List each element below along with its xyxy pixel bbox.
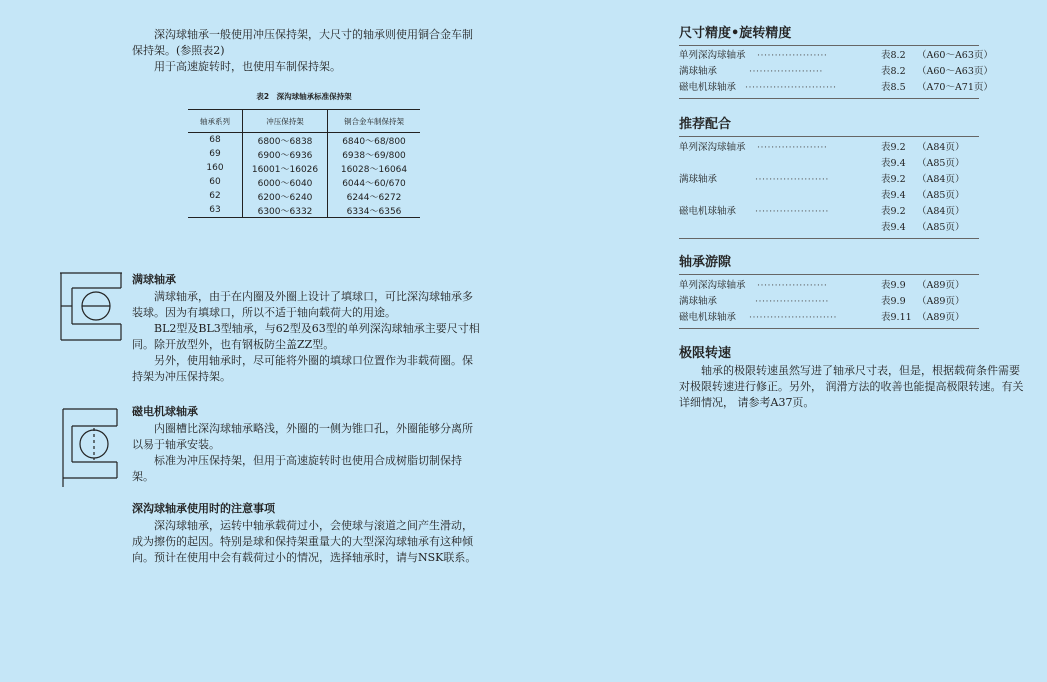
bearing-type: 磁电机球轴承 bbox=[679, 206, 737, 217]
divider bbox=[679, 98, 979, 99]
speed-paragraph: 轴承的极限转速虽然写进了轴承尺寸表，但是，根据载荷条件需要对极限转速进行修正。另外， 润滑方法的收善也能提高极限转速。有关详细情况， 请参考A37页。 bbox=[679, 364, 1024, 409]
bearing-type: 满球轴承 bbox=[679, 174, 718, 185]
table-row bbox=[188, 203, 420, 218]
divider bbox=[679, 238, 979, 239]
table-header-row bbox=[188, 110, 420, 133]
leader-dots: ···················· bbox=[757, 142, 828, 153]
table-ref: 表8.2 bbox=[881, 50, 906, 61]
section-heading: 磁电机球轴承 bbox=[132, 405, 198, 418]
body-paragraph: 内圈槽比深沟球轴承略浅，外圈的一侧为锥口孔，外圈能够分离所以易于轴承安装。 bbox=[132, 422, 473, 451]
leader-dots: ························· bbox=[749, 312, 837, 323]
table-ref: 表9.4 bbox=[881, 158, 906, 169]
body-paragraph: 标准为冲压保持架，但用于高速旋转时也使用合成树脂切制保持架。 bbox=[132, 454, 462, 483]
intro-block bbox=[132, 27, 482, 75]
table-cell: 6800～6838 bbox=[243, 133, 328, 148]
page-ref: （A84页） bbox=[917, 174, 965, 185]
clearance-heading: 轴承游隙 bbox=[679, 255, 732, 270]
bearing-type: 磁电机球轴承 bbox=[679, 82, 737, 93]
page-ref: （A84页） bbox=[917, 206, 965, 217]
leader-dots: ···················· bbox=[757, 50, 828, 61]
leader-dots: ····················· bbox=[755, 206, 829, 217]
body-paragraph: 另外，使用轴承时，尽可能将外圈的填球口位置作为非载荷圈。保持架为冲压保持架。 bbox=[132, 354, 473, 383]
table-ref: 表9.2 bbox=[881, 174, 906, 185]
divider bbox=[679, 136, 979, 137]
page-ref: （A85页） bbox=[917, 190, 965, 201]
table-caption: 表2 深沟球轴承标准保持架 bbox=[256, 92, 352, 101]
table-ref: 表9.2 bbox=[881, 142, 906, 153]
intro-paragraph: 用于高速旋转时，也使用车制保持架。 bbox=[154, 60, 341, 73]
table-ref: 表8.5 bbox=[881, 82, 906, 93]
table-cell: 60 bbox=[209, 177, 221, 187]
table-cell: 16001～16026 bbox=[243, 161, 328, 175]
table-cell: 6044～60/670 bbox=[328, 175, 421, 189]
bearing-type: 单列深沟球轴承 bbox=[679, 50, 746, 61]
table-ref: 表9.4 bbox=[881, 190, 906, 201]
table-cell: 6334～6356 bbox=[328, 203, 421, 218]
accuracy-heading: 尺寸精度•旋转精度 bbox=[679, 26, 792, 41]
table-row bbox=[188, 161, 420, 175]
page-ref: （A89页） bbox=[917, 312, 965, 323]
page-ref: （A60～A63页） bbox=[917, 50, 993, 61]
table-cell: 69 bbox=[209, 149, 221, 159]
bearing-type: 磁电机球轴承 bbox=[679, 312, 737, 323]
bearing-type: 单列深沟球轴承 bbox=[679, 142, 746, 153]
table-ref: 表9.11 bbox=[881, 312, 912, 323]
full-complement-bearing-icon bbox=[60, 272, 122, 342]
leader-dots: ····················· bbox=[755, 174, 829, 185]
table-ref: 表9.9 bbox=[881, 280, 906, 291]
table-row bbox=[188, 147, 420, 161]
table-cell: 6938～69/800 bbox=[328, 147, 421, 161]
table-cell: 6900～6936 bbox=[243, 147, 328, 161]
leader-dots: ·························· bbox=[745, 82, 837, 93]
fit-heading: 推荐配合 bbox=[679, 117, 732, 132]
divider bbox=[679, 274, 979, 275]
col-header: 轴承系列 bbox=[188, 110, 243, 133]
body-paragraph: 深沟球轴承，运转中轴承载荷过小，会使球与滚道之间产生滑动，成为擦伤的起因。特别是球和保持架重量大的大型深沟球轴承有这种倾向。预计在使用中会有载荷过小的情况，选择轴承时，请与NSK联系。 bbox=[132, 519, 477, 564]
body-paragraph: BL2型及BL3型轴承，与62型及63型的单列深沟球轴承主要尺寸相同。除开放型外，也有钢板防尘盖ZZ型。 bbox=[132, 322, 480, 351]
speed-heading: 极限转速 bbox=[679, 346, 732, 361]
cage-table bbox=[188, 109, 420, 218]
divider bbox=[679, 328, 979, 329]
page-ref: （A89页） bbox=[917, 296, 965, 307]
table-cell: 6200～6240 bbox=[243, 189, 328, 203]
page-ref: （A85页） bbox=[917, 158, 965, 169]
magneto-section bbox=[132, 405, 482, 485]
table-cell: 6244～6272 bbox=[328, 189, 421, 203]
caution-section bbox=[132, 502, 482, 566]
table-row bbox=[188, 175, 420, 189]
table-cell: 16028～16064 bbox=[328, 161, 421, 175]
table-ref: 表9.4 bbox=[881, 222, 906, 233]
full-ball-section bbox=[132, 273, 482, 385]
table-cell: 6000～6040 bbox=[243, 175, 328, 189]
section-heading: 深沟球轴承使用时的注意事项 bbox=[132, 502, 275, 515]
col-header: 铜合金车制保持架 bbox=[328, 110, 421, 133]
table-ref: 表9.9 bbox=[881, 296, 906, 307]
bearing-type: 满球轴承 bbox=[679, 296, 718, 307]
leader-dots: ····················· bbox=[749, 66, 823, 77]
body-paragraph: 满球轴承，由于在内圈及外圈上设计了填球口，可比深沟球轴承多装球。因为有填球口，所以不适于轴向载荷大的用途。 bbox=[132, 290, 473, 319]
table-cell: 63 bbox=[188, 203, 243, 218]
leader-dots: ····················· bbox=[755, 296, 829, 307]
table-cell: 6300～6332 bbox=[243, 203, 328, 218]
table-ref: 表9.2 bbox=[881, 206, 906, 217]
col-header: 冲压保持架 bbox=[243, 110, 328, 133]
bearing-type: 满球轴承 bbox=[679, 66, 718, 77]
divider bbox=[679, 45, 979, 46]
leader-dots: ···················· bbox=[757, 280, 828, 291]
table-ref: 表8.2 bbox=[881, 66, 906, 77]
page-ref: （A85页） bbox=[917, 222, 965, 233]
bearing-type: 单列深沟球轴承 bbox=[679, 280, 746, 291]
table-cell: 6840～68/800 bbox=[328, 133, 421, 148]
table-cell: 68 bbox=[209, 135, 221, 145]
table-cell: 62 bbox=[209, 191, 221, 201]
magneto-bearing-icon bbox=[62, 408, 118, 488]
section-heading: 满球轴承 bbox=[132, 273, 176, 286]
table-row bbox=[188, 189, 420, 203]
page-ref: （A89页） bbox=[917, 280, 965, 291]
intro-paragraph: 深沟球轴承一般使用冲压保持架，大尺寸的轴承则使用铜合金车制保持架。(参照表2) bbox=[132, 28, 473, 57]
table-cell: 160 bbox=[206, 163, 224, 173]
page-ref: （A84页） bbox=[917, 142, 965, 153]
page-ref: （A70～A71页） bbox=[917, 82, 993, 93]
page-ref: （A60～A63页） bbox=[917, 66, 993, 77]
table-row bbox=[188, 133, 420, 148]
